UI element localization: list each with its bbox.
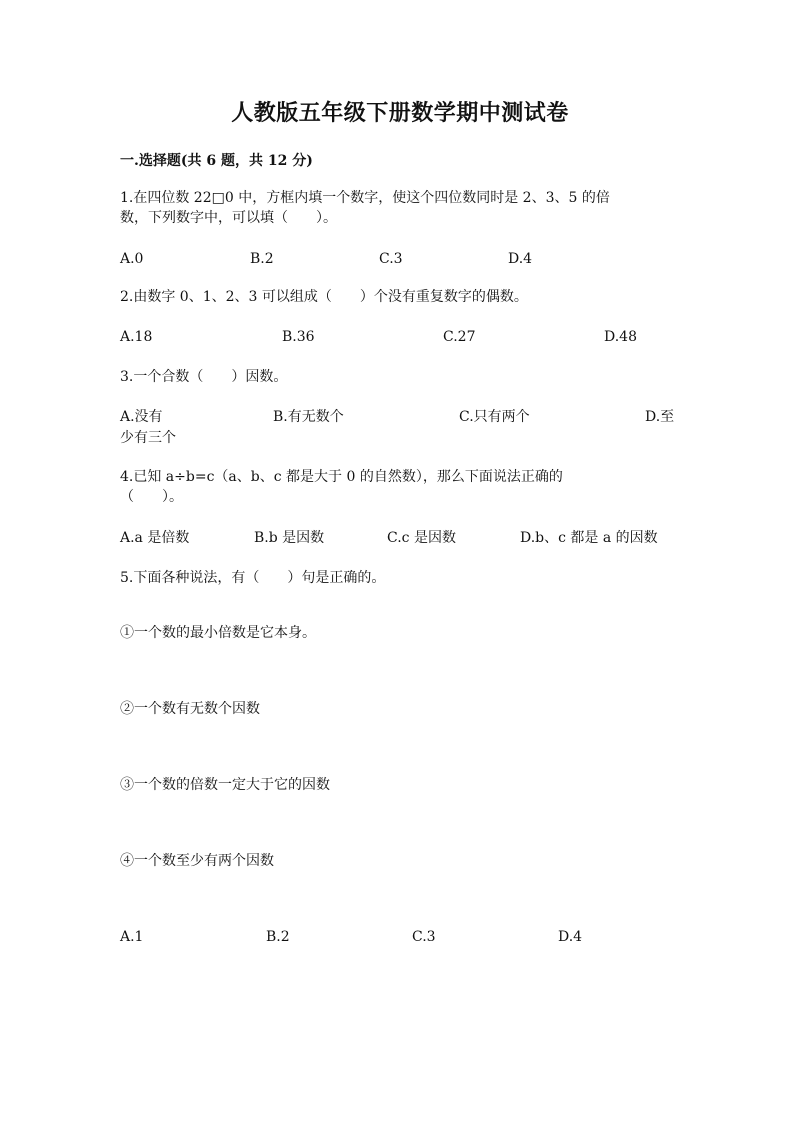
question-1-option-c: C.3 — [379, 251, 403, 267]
question-2-option-d: D.48 — [604, 329, 637, 345]
question-3-option-c: C.只有两个 — [459, 409, 530, 425]
question-3-option-a: A.没有 — [120, 409, 163, 425]
question-3-option-b: B.有无数个 — [273, 409, 344, 425]
question-2-text: 2.由数字 0、1、2、3 可以组成（ ）个没有重复数字的偶数。 — [120, 289, 528, 305]
question-2-option-a: A.18 — [120, 329, 153, 345]
page-title: 人教版五年级下册数学期中测试卷 — [231, 100, 569, 126]
question-1-line-2: 数，下列数字中，可以填（ ）。 — [120, 210, 337, 226]
question-1-line-1: 1.在四位数 22□0 中，方框内填一个数字，使这个四位数同时是 2、3、5 的倍 — [120, 190, 610, 206]
question-1-option-d: D.4 — [508, 251, 533, 267]
question-5-statement-3: ③一个数的倍数一定大于它的因数 — [120, 777, 330, 793]
question-5-statement-1: ①一个数的最小倍数是它本身。 — [120, 625, 316, 641]
question-3-option-d: D.至 — [645, 409, 675, 425]
question-4-option-a: A.a 是倍数 — [120, 530, 190, 546]
question-4-option-d: D.b、c 都是 a 的因数 — [520, 530, 658, 546]
question-5-option-c: C.3 — [412, 929, 436, 945]
question-4-option-c: C.c 是因数 — [387, 530, 456, 546]
question-3-text: 3.一个合数（ ）因数。 — [120, 369, 288, 385]
question-3-option-d-wrap: 少有三个 — [120, 430, 176, 446]
question-5-option-a: A.1 — [120, 929, 144, 945]
question-2-option-c: C.27 — [443, 329, 476, 345]
question-5-option-b: B.2 — [266, 929, 290, 945]
question-5-statement-2: ②一个数有无数个因数 — [120, 701, 260, 717]
question-1-option-a: A.0 — [120, 251, 144, 267]
question-2-option-b: B.36 — [282, 329, 315, 345]
question-5-text: 5.下面各种说法，有（ ）句是正确的。 — [120, 570, 386, 586]
question-1-option-b: B.2 — [250, 251, 274, 267]
question-4-option-b: B.b 是因数 — [254, 530, 325, 546]
question-5-option-d: D.4 — [558, 929, 583, 945]
section-heading: 一.选择题(共 6 题，共 12 分) — [120, 153, 313, 169]
question-5-statement-4: ④一个数至少有两个因数 — [120, 853, 274, 869]
question-4-line-2: （ ）。 — [120, 489, 183, 505]
question-4-line-1: 4.已知 a÷b=c（a、b、c 都是大于 0 的自然数），那么下面说法正确的 — [120, 469, 563, 485]
